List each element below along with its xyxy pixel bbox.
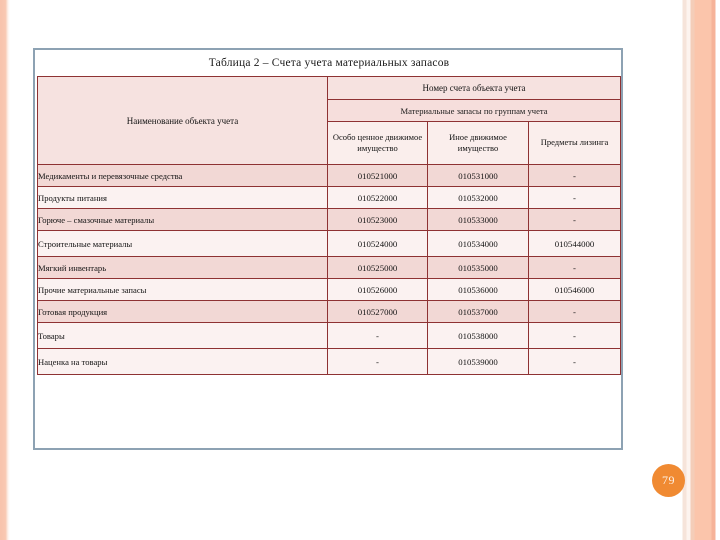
row-value-inoe: 010539000 (428, 349, 529, 375)
row-name: Строительные материалы (38, 231, 328, 257)
header-sub-lizing: Предметы лизинга (529, 122, 621, 165)
row-name: Готовая продукция (38, 301, 328, 323)
header-sub-inoe: Иное движимое имущество (428, 122, 529, 165)
row-value-osobo-cennoe: - (328, 323, 428, 349)
header-row-main (38, 77, 621, 100)
row-value-osobo-cennoe: 010525000 (328, 257, 428, 279)
table-row (38, 187, 621, 209)
row-name: Прочие материальные запасы (38, 279, 328, 301)
table-row (38, 323, 621, 349)
table-row (38, 349, 621, 375)
row-name: Медикаменты и перевязочные средства (38, 165, 328, 187)
row-value-inoe: 010535000 (428, 257, 529, 279)
table-row (38, 165, 621, 187)
row-value-inoe: 010538000 (428, 323, 529, 349)
row-value-osobo-cennoe: - (328, 349, 428, 375)
left-decorative-stripe (0, 0, 10, 540)
row-value-lizing: 010544000 (529, 231, 621, 257)
row-value-lizing: 010546000 (529, 279, 621, 301)
header-group-label: Материальные запасы по группам учета (328, 100, 621, 122)
row-value-osobo-cennoe: 010521000 (328, 165, 428, 187)
row-name: Наценка на товары (38, 349, 328, 375)
header-sub-osobo-cennoe: Особо ценное движимое имущество (328, 122, 428, 165)
row-value-lizing: - (529, 209, 621, 231)
row-value-inoe: 010534000 (428, 231, 529, 257)
row-value-osobo-cennoe: 010524000 (328, 231, 428, 257)
row-value-lizing: - (529, 349, 621, 375)
row-value-inoe: 010533000 (428, 209, 529, 231)
row-value-osobo-cennoe: 010522000 (328, 187, 428, 209)
row-value-lizing: - (529, 323, 621, 349)
accounts-table (37, 50, 621, 375)
table-container (37, 50, 620, 375)
page-number-badge: 79 (652, 464, 685, 497)
row-value-lizing: - (529, 301, 621, 323)
row-value-osobo-cennoe: 010523000 (328, 209, 428, 231)
row-value-lizing: - (529, 187, 621, 209)
row-value-osobo-cennoe: 010526000 (328, 279, 428, 301)
row-name: Горюче – смазочные материалы (38, 209, 328, 231)
table-row (38, 279, 621, 301)
table-row (38, 231, 621, 257)
table-title-row (38, 50, 621, 77)
table-title: Таблица 2 – Счета учета материальных запасов (38, 50, 621, 77)
table-row (38, 209, 621, 231)
table-row (38, 301, 621, 323)
row-value-inoe: 010537000 (428, 301, 529, 323)
row-value-inoe: 010536000 (428, 279, 529, 301)
row-name: Продукты питания (38, 187, 328, 209)
right-decorative-stripe (678, 0, 720, 540)
table-row (38, 257, 621, 279)
header-number-column: Номер счета объекта учета (328, 77, 621, 100)
header-name-column: Наименование объекта учета (38, 77, 328, 165)
row-value-osobo-cennoe: 010527000 (328, 301, 428, 323)
row-value-inoe: 010532000 (428, 187, 529, 209)
row-value-lizing: - (529, 257, 621, 279)
row-value-lizing: - (529, 165, 621, 187)
row-name: Товары (38, 323, 328, 349)
row-value-inoe: 010531000 (428, 165, 529, 187)
row-name: Мягкий инвентарь (38, 257, 328, 279)
